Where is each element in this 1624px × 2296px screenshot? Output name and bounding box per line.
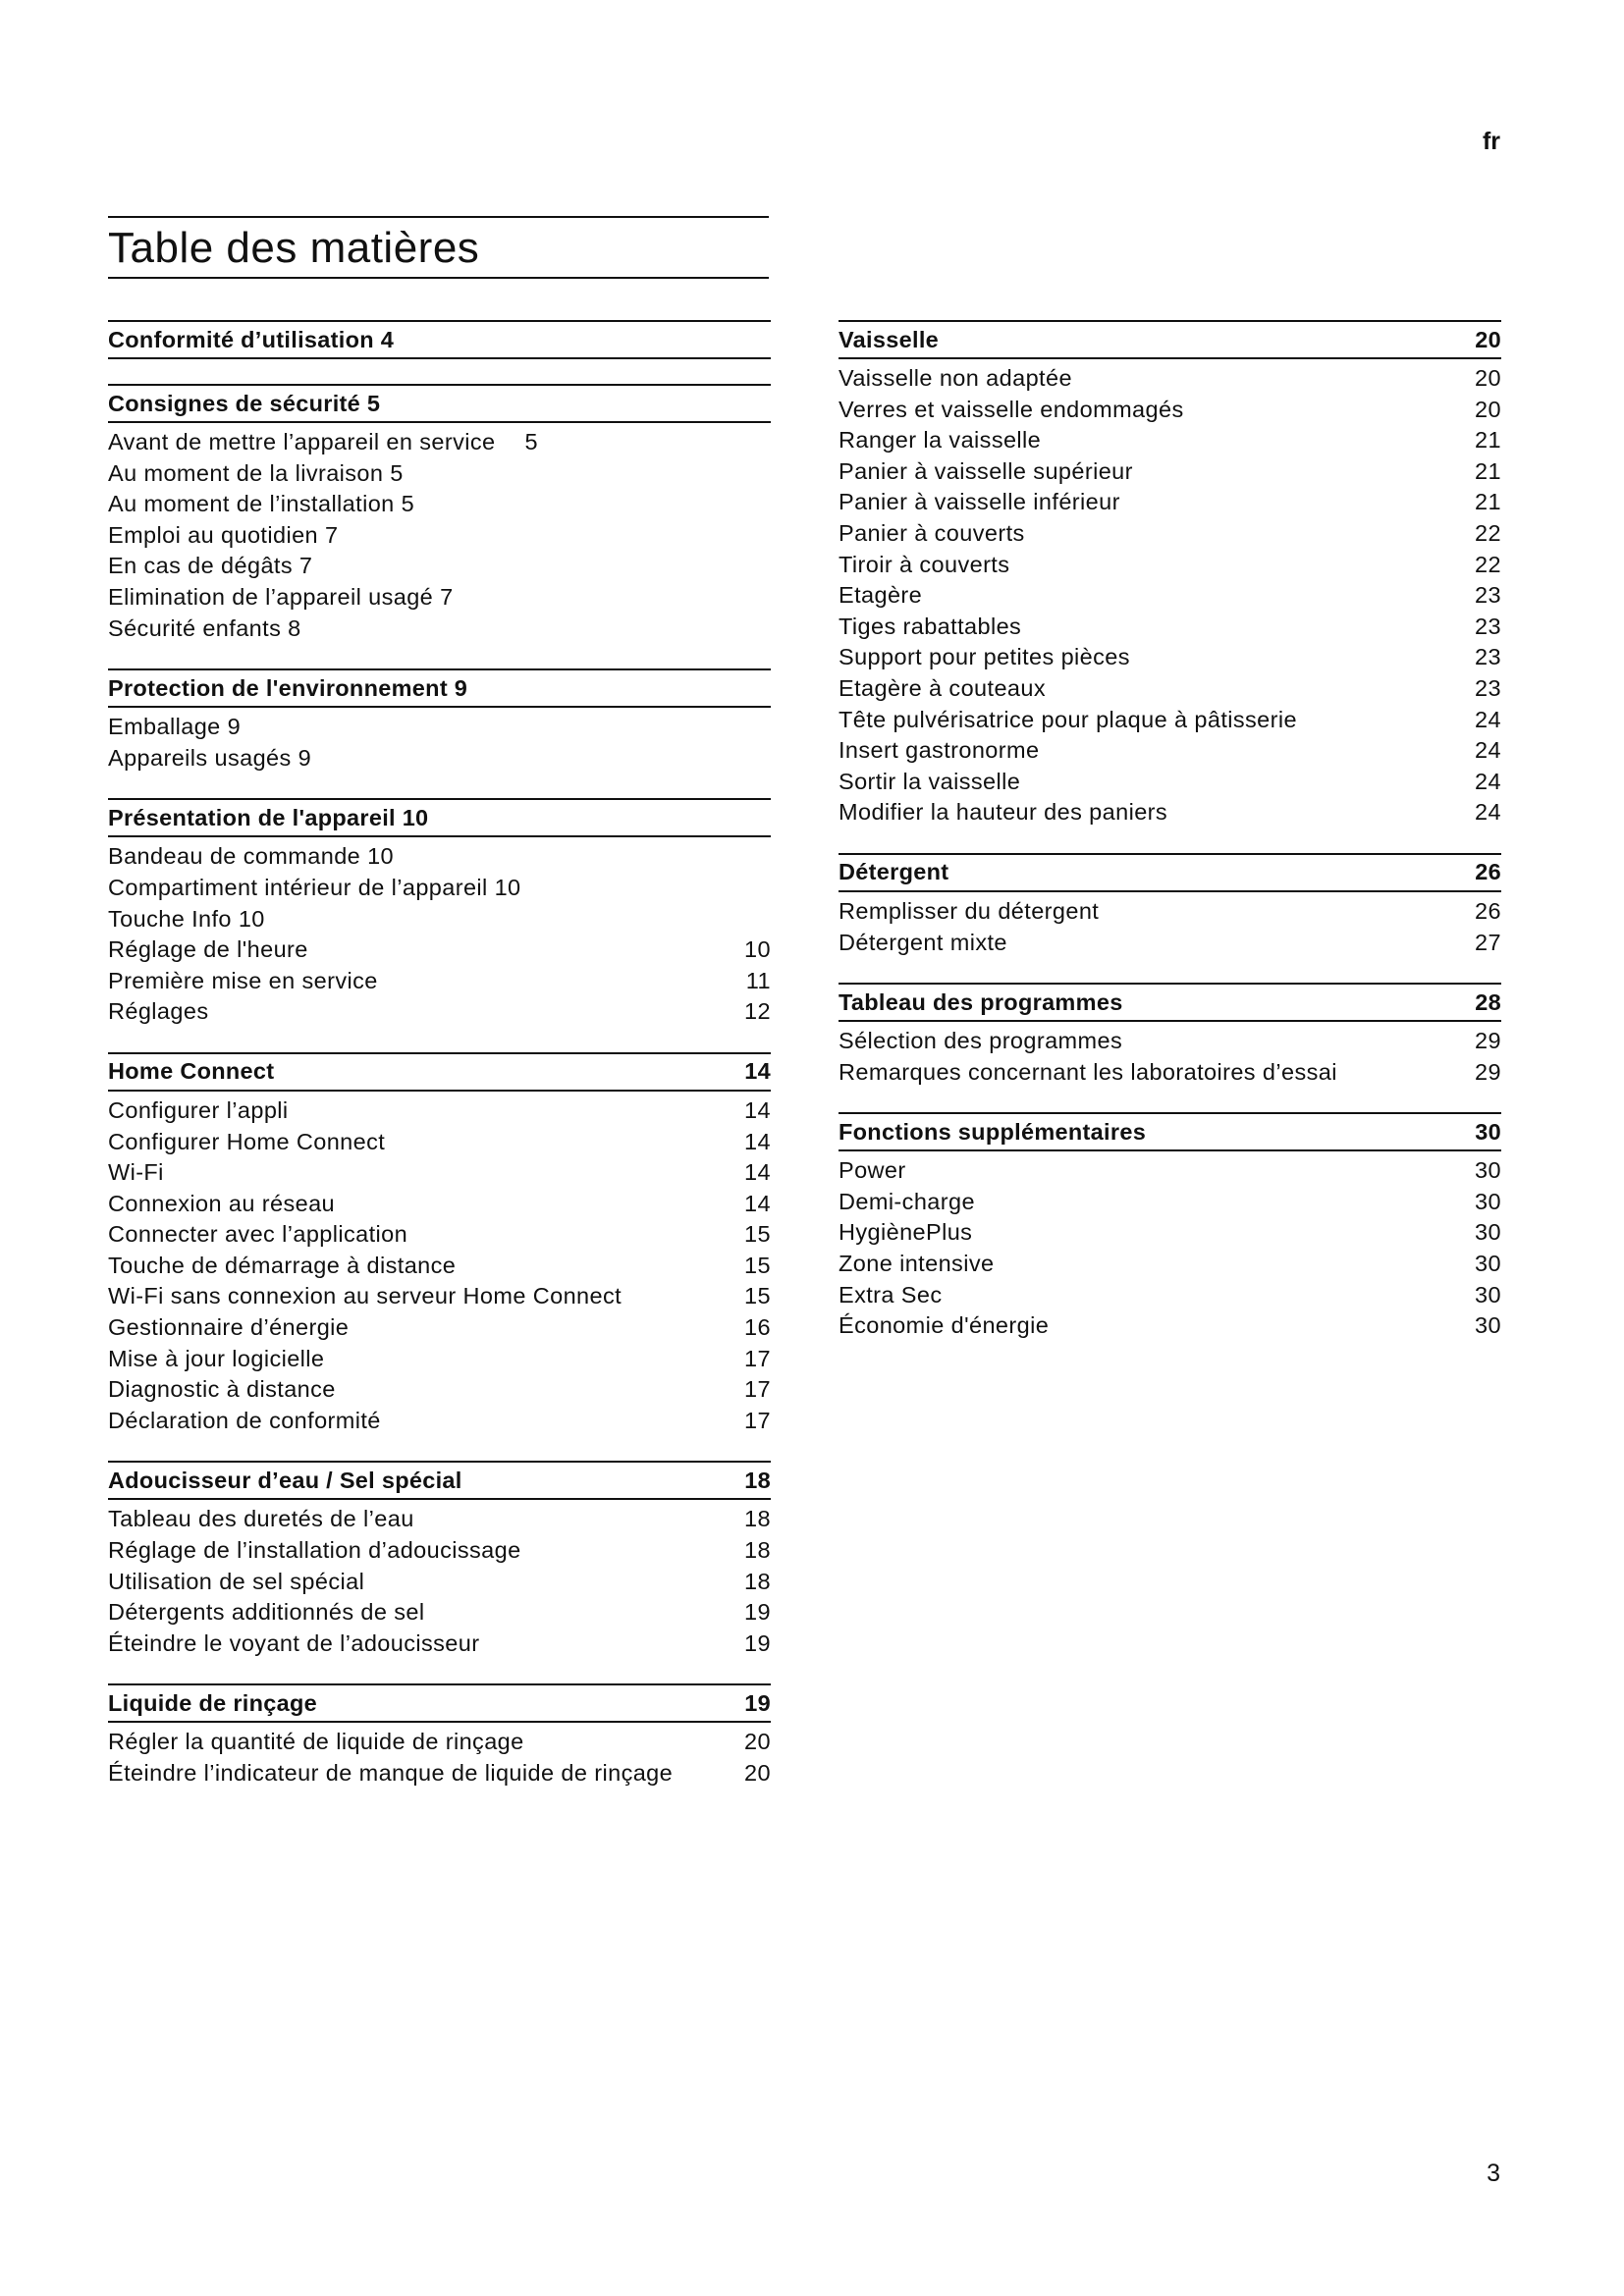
entry-label: Sélection des programmes — [839, 1028, 1123, 1054]
toc-section-heading[interactable] — [839, 1112, 1501, 1151]
entry-label: Appareils usagés 9 — [108, 744, 312, 771]
toc-section-heading[interactable] — [839, 320, 1501, 359]
toc-entry[interactable] — [108, 1095, 771, 1127]
entry-label: Etagère — [839, 582, 923, 609]
entry-label: Elimination de l’appareil usagé 7 — [108, 583, 454, 610]
toc-entries — [839, 1022, 1501, 1088]
entry-label: Détergent mixte — [839, 929, 1007, 955]
entry-page: 14 — [744, 1190, 771, 1216]
entry-label: Tiroir à couverts — [839, 551, 1010, 577]
entry-label: Insert gastronorme — [839, 737, 1040, 764]
toc-entry[interactable] — [839, 797, 1501, 828]
entry-label: Demi-charge — [839, 1188, 975, 1214]
entry-page: 30 — [1475, 1219, 1501, 1246]
toc-entry[interactable] — [108, 1504, 771, 1535]
entry-page: 23 — [1475, 582, 1501, 609]
section-title: Détergent — [839, 859, 949, 885]
entry-label: En cas de dégâts 7 — [108, 553, 313, 579]
entry-page: 17 — [744, 1376, 771, 1403]
toc-section — [108, 1683, 771, 1789]
toc-entry[interactable] — [839, 1187, 1501, 1218]
toc-left-column — [108, 320, 771, 1814]
toc-entry[interactable] — [108, 1758, 771, 1789]
toc-entry[interactable] — [839, 1280, 1501, 1311]
toc-entry[interactable] — [839, 550, 1501, 581]
toc-entry[interactable] — [839, 580, 1501, 612]
entry-page: 20 — [1475, 365, 1501, 391]
toc-entry[interactable] — [108, 873, 771, 904]
entry-page: 21 — [1475, 489, 1501, 515]
entry-label: Compartiment intérieur de l’appareil 10 — [108, 874, 521, 900]
toc-section — [839, 320, 1501, 828]
toc-entry[interactable] — [108, 1535, 771, 1567]
toc-entry[interactable] — [839, 612, 1501, 643]
toc-entry[interactable] — [839, 518, 1501, 550]
toc-entry[interactable] — [839, 673, 1501, 705]
toc-entry[interactable] — [108, 1374, 771, 1406]
entry-label: Sécurité enfants 8 — [108, 614, 301, 641]
entry-label: Utilisation de sel spécial — [108, 1568, 365, 1594]
entry-page: 15 — [744, 1221, 771, 1248]
toc-entry[interactable] — [108, 996, 771, 1028]
toc-entry[interactable] — [839, 928, 1501, 959]
toc-entries — [108, 1092, 771, 1437]
toc-entries — [108, 423, 771, 644]
toc-entry[interactable] — [108, 1312, 771, 1344]
entry-label: Au moment de la livraison 5 — [108, 459, 404, 486]
toc-entry[interactable] — [108, 1597, 771, 1629]
entry-label: Panier à couverts — [839, 519, 1025, 546]
toc-entry[interactable] — [108, 1344, 771, 1375]
toc-entries — [108, 708, 771, 774]
toc-entries — [108, 837, 771, 1028]
toc-entry[interactable] — [108, 1727, 771, 1758]
toc-section — [108, 1461, 771, 1659]
entry-label: Vaisselle non adaptée — [839, 365, 1072, 391]
entry-page: 30 — [1475, 1251, 1501, 1277]
toc-entry[interactable] — [108, 520, 771, 552]
toc-section-heading[interactable] — [839, 983, 1501, 1022]
entry-label: Réglage de l'heure — [108, 936, 308, 963]
entry-label: Économie d'énergie — [839, 1312, 1050, 1339]
toc-section — [108, 1052, 771, 1437]
entry-page: 5 — [524, 429, 538, 454]
toc-section-heading[interactable] — [108, 320, 771, 359]
entry-label: Ranger la vaisselle — [839, 427, 1042, 454]
toc-entry[interactable] — [108, 904, 771, 935]
entry-page: 17 — [744, 1345, 771, 1371]
section-title: Vaisselle — [839, 326, 940, 352]
toc-entry[interactable] — [108, 458, 771, 490]
entry-label: Verres et vaisselle endommagés — [839, 396, 1184, 422]
entry-label: Tiges rabattables — [839, 613, 1022, 639]
section-title: Fonctions supplémentaires — [839, 1118, 1147, 1145]
entry-page: 18 — [744, 1537, 771, 1564]
toc-section-heading[interactable] — [108, 1052, 771, 1092]
entry-label: Tableau des duretés de l’eau — [108, 1506, 414, 1532]
toc-entry[interactable] — [108, 614, 771, 645]
toc-section-heading[interactable] — [108, 798, 771, 837]
section-page: 20 — [1475, 326, 1501, 352]
section-title: Consignes de sécurité 5 — [108, 390, 381, 416]
entry-page: 24 — [1475, 768, 1501, 794]
toc-section — [839, 853, 1501, 958]
toc-entries — [839, 359, 1501, 828]
entry-label: Mise à jour logicielle — [108, 1345, 325, 1371]
entry-page: 23 — [1475, 674, 1501, 701]
entry-page: 30 — [1475, 1188, 1501, 1214]
entry-label: Connexion au réseau — [108, 1190, 336, 1216]
entry-label: Première mise en service — [108, 967, 378, 993]
entry-label: Éteindre le voyant de l’adoucisseur — [108, 1629, 480, 1656]
toc-entry[interactable] — [839, 705, 1501, 736]
toc-section — [839, 983, 1501, 1088]
section-page: 19 — [744, 1689, 771, 1716]
entry-page: 12 — [744, 998, 771, 1025]
entry-page: 17 — [744, 1407, 771, 1433]
toc-section-heading[interactable] — [108, 668, 771, 708]
entry-label: Déclaration de conformité — [108, 1407, 381, 1433]
toc-entries — [108, 1500, 771, 1659]
entry-page: 15 — [744, 1252, 771, 1278]
section-title: Présentation de l'appareil 10 — [108, 804, 429, 830]
entry-label: Remplisser du détergent — [839, 897, 1100, 924]
toc-entry[interactable] — [839, 1026, 1501, 1057]
entry-label: Détergents additionnés de sel — [108, 1599, 425, 1626]
entry-label: Réglages — [108, 998, 209, 1025]
entry-label: HygiènePlus — [839, 1219, 973, 1246]
entry-page: 20 — [744, 1729, 771, 1755]
toc-entry[interactable] — [839, 896, 1501, 928]
toc-entry[interactable] — [839, 395, 1501, 426]
section-title: Liquide de rinçage — [108, 1689, 318, 1716]
toc-entry[interactable] — [839, 363, 1501, 395]
entry-label: Avant de mettre l’appareil en service — [108, 429, 496, 454]
toc-entry[interactable] — [839, 1249, 1501, 1280]
entry-page: 20 — [1475, 396, 1501, 422]
toc-section — [108, 668, 771, 774]
toc-entry[interactable] — [839, 487, 1501, 518]
entry-label: Au moment de l’installation 5 — [108, 491, 415, 517]
entry-label: Gestionnaire d’énergie — [108, 1314, 350, 1341]
entry-page: 24 — [1475, 737, 1501, 764]
entry-label: Support pour petites pièces — [839, 644, 1130, 670]
entry-label: Touche Info 10 — [108, 905, 265, 932]
section-title: Tableau des programmes — [839, 988, 1123, 1015]
toc-entry[interactable] — [108, 841, 771, 873]
toc-section-heading[interactable] — [108, 384, 771, 423]
toc-entry[interactable] — [108, 1219, 771, 1251]
toc-entry[interactable] — [108, 743, 771, 774]
toc-entry[interactable] — [108, 1157, 771, 1189]
entry-label: Tête pulvérisatrice pour plaque à pâtisserie — [839, 706, 1297, 732]
toc-entry[interactable] — [108, 1406, 771, 1437]
entry-label: Etagère à couteaux — [839, 674, 1047, 701]
entry-label: Panier à vaisselle supérieur — [839, 457, 1133, 484]
toc-entry[interactable] — [108, 966, 771, 997]
entry-label: Emploi au quotidien 7 — [108, 521, 339, 548]
toc-entry[interactable] — [839, 1310, 1501, 1342]
page-number: 3 — [1487, 2160, 1500, 2187]
toc-section — [108, 798, 771, 1028]
entry-page: 18 — [744, 1506, 771, 1532]
entry-page: 14 — [744, 1096, 771, 1123]
toc-entry[interactable] — [108, 1189, 771, 1220]
entry-page: 16 — [744, 1314, 771, 1341]
language-code: fr — [1482, 128, 1500, 155]
toc-entries — [108, 1723, 771, 1789]
section-title: Conformité d’utilisation 4 — [108, 326, 395, 352]
entry-page: 24 — [1475, 706, 1501, 732]
entry-label: Éteindre l’indicateur de manque de liquide de rinçage — [108, 1760, 674, 1786]
toc-section — [839, 1112, 1501, 1342]
toc-entry[interactable] — [108, 1281, 771, 1312]
entry-label: Modifier la hauteur des paniers — [839, 799, 1168, 826]
section-page: 14 — [744, 1058, 771, 1085]
entry-label: Panier à vaisselle inférieur — [839, 489, 1120, 515]
toc-section-heading[interactable] — [839, 853, 1501, 892]
toc-entries — [839, 1151, 1501, 1342]
toc-entry[interactable] — [108, 1251, 771, 1282]
toc-entry[interactable] — [839, 456, 1501, 488]
entry-label: Wi-Fi sans connexion au serveur Home Connect — [108, 1283, 623, 1309]
entry-page: 22 — [1475, 551, 1501, 577]
entry-page: 21 — [1475, 457, 1501, 484]
toc-entry[interactable] — [108, 1127, 771, 1158]
toc-entry[interactable] — [108, 582, 771, 614]
entry-page: 26 — [1475, 897, 1501, 924]
toc-entry[interactable] — [108, 934, 771, 966]
title-block — [108, 216, 769, 279]
entry-label: Bandeau de commande 10 — [108, 843, 395, 870]
entry-label: Wi-Fi — [108, 1159, 164, 1186]
toc-section — [108, 320, 771, 359]
entry-page: 21 — [1475, 427, 1501, 454]
entry-label: Diagnostic à distance — [108, 1376, 336, 1403]
toc-entry[interactable] — [108, 551, 771, 582]
entry-page: 14 — [744, 1159, 771, 1186]
entry-label: Emballage 9 — [108, 714, 242, 740]
entry-page: 19 — [744, 1599, 771, 1626]
entry-page: 29 — [1475, 1058, 1501, 1085]
toc-entry[interactable] — [839, 642, 1501, 673]
entry-label: Configurer Home Connect — [108, 1128, 386, 1154]
section-page: 26 — [1475, 859, 1501, 885]
entry-page: 24 — [1475, 799, 1501, 826]
entry-label: Configurer l’appli — [108, 1096, 289, 1123]
section-page: 28 — [1475, 988, 1501, 1015]
entry-label: Réglage de l’installation d’adoucissage — [108, 1537, 521, 1564]
toc-entry[interactable] — [839, 1057, 1501, 1089]
entry-label: Remarques concernant les laboratoires d’essai — [839, 1058, 1337, 1085]
section-title: Home Connect — [108, 1058, 275, 1085]
entry-label: Connecter avec l’application — [108, 1221, 408, 1248]
toc-entry[interactable] — [839, 1217, 1501, 1249]
toc-entry[interactable] — [108, 712, 771, 743]
section-page: 30 — [1475, 1118, 1501, 1145]
toc-entry[interactable] — [108, 427, 771, 458]
toc-entries — [839, 892, 1501, 958]
toc-section-heading[interactable] — [108, 1683, 771, 1723]
entry-page: 30 — [1475, 1157, 1501, 1184]
entry-page: 29 — [1475, 1028, 1501, 1054]
entry-page: 11 — [745, 967, 771, 993]
toc-entry[interactable] — [108, 1629, 771, 1660]
entry-page: 10 — [744, 936, 771, 963]
entry-page: 30 — [1475, 1312, 1501, 1339]
entry-label: Extra Sec — [839, 1281, 943, 1308]
entry-page: 18 — [744, 1568, 771, 1594]
entry-label: Power — [839, 1157, 906, 1184]
toc-entry[interactable] — [839, 425, 1501, 456]
entry-label: Régler la quantité de liquide de rinçage — [108, 1729, 524, 1755]
toc-entry[interactable] — [108, 489, 771, 520]
toc-entry[interactable] — [108, 1567, 771, 1598]
toc-section — [108, 384, 771, 644]
entry-page: 23 — [1475, 644, 1501, 670]
toc-right-column — [839, 320, 1501, 1366]
entry-page: 27 — [1475, 929, 1501, 955]
section-title: Protection de l'environnement 9 — [108, 674, 468, 701]
toc-entry[interactable] — [839, 1155, 1501, 1187]
entry-page: 15 — [744, 1283, 771, 1309]
entry-label: Zone intensive — [839, 1251, 995, 1277]
entry-page: 23 — [1475, 613, 1501, 639]
entry-page: 19 — [744, 1629, 771, 1656]
entry-page: 20 — [744, 1760, 771, 1786]
page-title: Table des matières — [108, 224, 480, 272]
toc-section-heading[interactable] — [108, 1461, 771, 1500]
entry-page: 30 — [1475, 1281, 1501, 1308]
section-page: 18 — [744, 1467, 771, 1493]
entry-page: 22 — [1475, 519, 1501, 546]
entry-label: Sortir la vaisselle — [839, 768, 1021, 794]
entry-page: 14 — [744, 1128, 771, 1154]
entry-label: Touche de démarrage à distance — [108, 1252, 457, 1278]
toc-entry[interactable] — [839, 767, 1501, 798]
section-title: Adoucisseur d’eau / Sel spécial — [108, 1467, 462, 1493]
toc-entry[interactable] — [839, 735, 1501, 767]
